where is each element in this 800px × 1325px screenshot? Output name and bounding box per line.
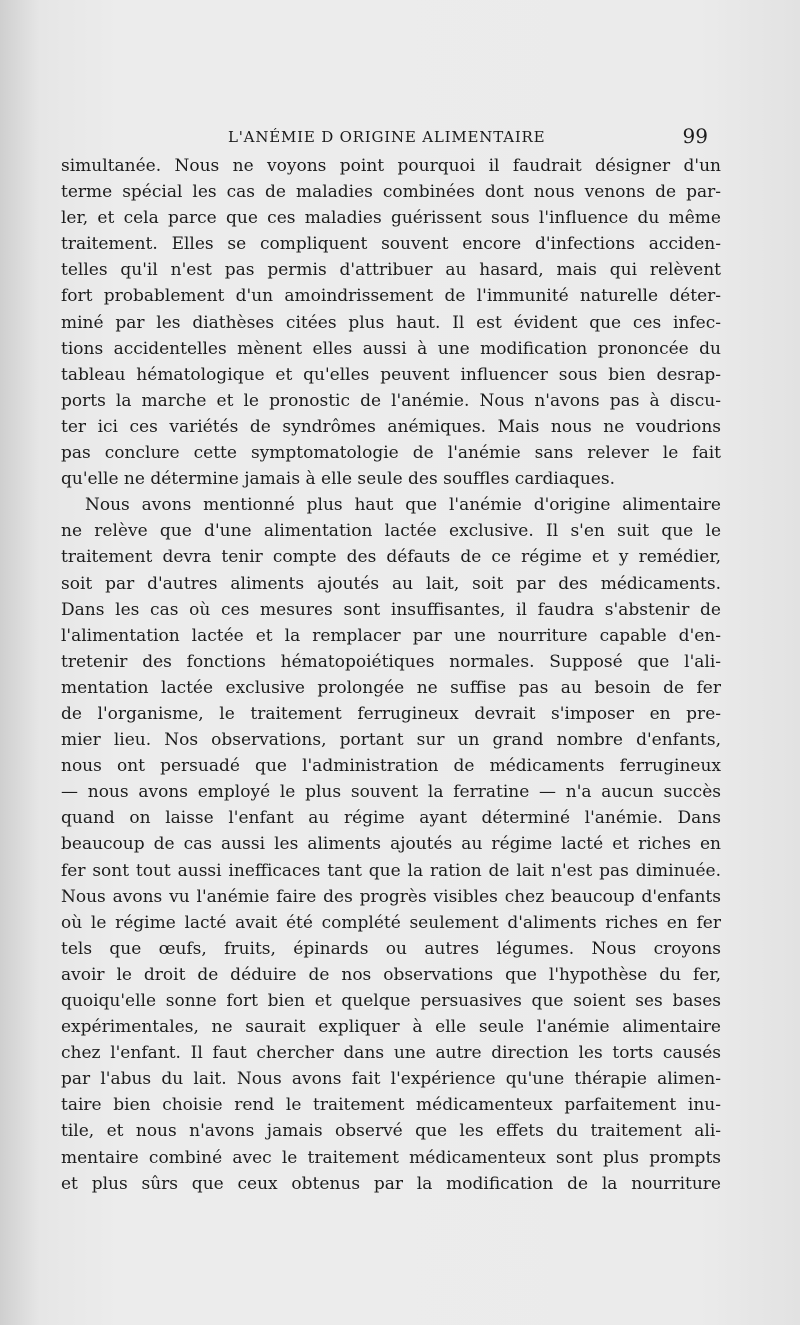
text-line: et plus sûrs que ceux obtenus par la modification de la nourriture — [61, 1173, 721, 1194]
text-line: expérimentales, ne saurait expliquer à elle seule l'anémie alimentaire — [61, 1017, 721, 1038]
text-line: miné par les diathèses citées plus haut. Il est évident que ces infec- — [61, 312, 721, 333]
text-line: chez l'enfant. Il faut chercher dans une autre direction les torts causés — [61, 1043, 721, 1064]
text-line: tions accidentelles mènent elles aussi à une modification prononcée du — [61, 338, 721, 359]
text-line: nous ont persuadé que l'administration de médicaments ferrugineux — [61, 756, 721, 777]
text-line: avoir le droit de déduire de nos observations que l'hypothèse du fer, — [61, 964, 721, 985]
text-line: — nous avons employé le plus souvent la ferratine — n'a aucun succès — [61, 782, 721, 803]
text-line: ler, et cela parce que ces maladies guérissent sous l'influence du même — [61, 208, 721, 229]
text-line: Dans les cas où ces mesures sont insuffisantes, il faudra s'abstenir de — [61, 599, 721, 620]
text-line: pas conclure cette symptomatologie de l'anémie sans relever le fait — [61, 443, 721, 464]
text-line: beaucoup de cas aussi les aliments ajoutés au régime lacté et riches en — [61, 834, 721, 855]
text-line: ter ici ces variétés de syndrômes anémiques. Mais nous ne voudrions — [61, 416, 721, 437]
text-line: soit par d'autres aliments ajoutés au lait, soit par des médicaments. — [61, 573, 721, 594]
text-line: par l'abus du lait. Nous avons fait l'expérience qu'une thérapie alimen- — [61, 1069, 721, 1090]
text-line: ne relève que d'une alimentation lactée exclusive. Il s'en suit que le — [61, 521, 721, 542]
text-line: terme spécial les cas de maladies combinées dont nous venons de par- — [61, 182, 721, 203]
text-line: simultanée. Nous ne voyons point pourquoi il faudrait désigner d'un — [61, 156, 721, 176]
text-line: mentation lactée exclusive prolongée ne suffise pas au besoin de fer — [61, 677, 721, 698]
text-line: tretenir des fonctions hématopoiétiques normales. Supposé que l'ali- — [61, 651, 721, 672]
text-line: quoiqu'elle sonne fort bien et quelque persuasives que soient ses bases — [61, 991, 721, 1011]
text-line: tile, et nous n'avons jamais observé que les effets du traitement ali- — [61, 1121, 721, 1142]
text-line: fort probablement d'un amoindrissement de l'immunité naturelle déter- — [61, 286, 721, 307]
text-line: tableau hématologique et qu'elles peuvent influencer sous bien desrap- — [61, 364, 721, 385]
page-header — [60, 124, 710, 148]
body-text — [61, 153, 721, 1197]
text-line: Nous avons vu l'anémie faire des progrès visibles chez beaucoup d'enfants — [61, 886, 721, 907]
text-line: de l'organisme, le traitement ferrugineux devrait s'imposer en pre- — [61, 703, 721, 724]
text-line: mier lieu. Nos observations, portant sur un grand nombre d'enfants, — [61, 730, 721, 751]
text-line: tels que œufs, fruits, épinards ou autres légumes. Nous croyons — [61, 938, 721, 959]
text-line: l'alimentation lactée et la remplacer par une nourriture capable d'en- — [61, 625, 721, 646]
page-number: 99 — [682, 124, 708, 148]
text-line: quand on laisse l'enfant au régime ayant déterminé l'anémie. Dans — [61, 808, 721, 829]
text-line: mentaire combiné avec le traitement médicamenteux sont plus prompts — [61, 1147, 721, 1168]
running-title: L'ANÉMIE D ORIGINE ALIMENTAIRE — [228, 128, 546, 146]
text-line: traitement devra tenir compte des défauts de ce régime et y remédier, — [61, 547, 721, 568]
text-line: qu'elle ne détermine jamais à elle seule des souffles cardiaques. — [61, 469, 615, 490]
text-line: taire bien choisie rend le traitement médicamenteux parfaitement inu- — [61, 1095, 721, 1116]
text-line: telles qu'il n'est pas permis d'attribuer au hasard, mais qui relèvent — [61, 260, 721, 281]
text-line: Nous avons mentionné plus haut que l'anémie d'origine alimentaire — [85, 495, 721, 516]
text-line: fer sont tout aussi inefficaces tant que la ration de lait n'est pas diminuée. — [61, 860, 721, 881]
text-line: traitement. Elles se compliquent souvent encore d'infections acciden- — [61, 234, 721, 255]
text-line: où le régime lacté avait été complété seulement d'aliments riches en fer — [61, 912, 721, 933]
text-line: ports la marche et le pronostic de l'anémie. Nous n'avons pas à discu- — [61, 390, 721, 411]
